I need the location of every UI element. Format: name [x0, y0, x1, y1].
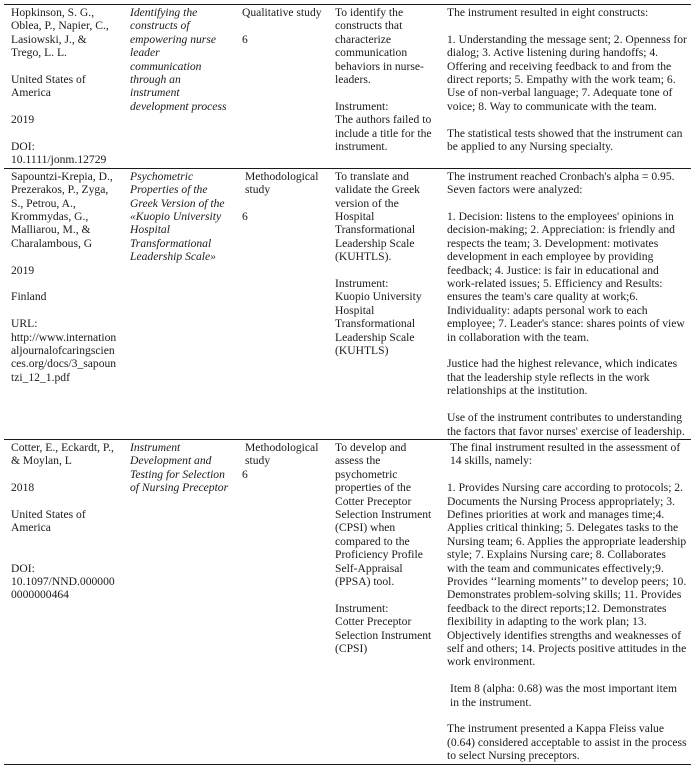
objective-cell	[328, 5, 440, 169]
instrument-label: Instrument:	[335, 277, 389, 291]
study-title: Psychometric Properties of the Greek Version of the «Kuopio University Hospital Transformational Leadership Scale»	[130, 169, 225, 264]
results-intro: The final instrument resulted in the assessment of 14 skills, namely:	[450, 440, 681, 468]
objective: To develop and assess the psychometric properties of the Cotter Preceptor Selection Instrument (CPSI) when compared to the Proficiency Profile Self-Appraisal (PPSA) tool.	[335, 440, 432, 588]
authors-cell	[4, 168, 123, 439]
evidence-level: 6	[242, 32, 248, 46]
authors: Cotter, E., Eckardt, P., & Moylan, L	[11, 440, 114, 468]
country: United States of America	[11, 73, 86, 100]
authors: Hopkinson, S. G., Oblea, P., Napier, C., Lasiowski, J., & Trego, L. L.	[11, 6, 109, 60]
design-cell	[235, 439, 328, 764]
design-cell	[235, 168, 328, 439]
year: 2018	[11, 481, 35, 495]
results-conclusion: Use of the instrument contributes to understanding the factors that favor nurses' exercise of leadership.	[447, 411, 685, 438]
study-title: Identifying the constructs of empowering nurse leader communication through an instrument development process	[130, 6, 227, 113]
results-list: 1. Decision: listens to the employees' opinions in decision-making; 2. Appreciation: is friendly and respects the team; 3. Development: motivates development in each employee by providing feedback; 4. Justice: is fair in educational and work-related issues; 5. Efficiency and Results: ensures the team's care quality at work;6. Individuality: adapts personal work to each employee; 7. Leader's stance: shares points of view in collaboration with the team.	[447, 210, 685, 344]
results-cell	[440, 5, 691, 169]
objective: To identify the constructs that characterize communication behaviors in nurse-leaders.	[335, 6, 424, 87]
evidence-level: 6	[242, 467, 248, 481]
results-list: 1. Understanding the message sent; 2. Openness for dialog; 3. Active listening during handoffs; 4. Offering and receiving feedback to and from the direct reports; 5. Empathy with the work team; 6. Use of non-verbal language; 7. Adequate tone of voice; 8. Way to communicate with the team.	[447, 32, 687, 113]
doi-link[interactable]: 10.1097/NND.0000000000000464	[11, 574, 115, 602]
year: 2019	[11, 263, 35, 277]
table-row	[4, 439, 691, 764]
title-cell	[123, 168, 235, 439]
instrument-label: Instrument:	[335, 601, 389, 615]
authors: Sapountzi-Krepia, D., Prezerakos, P., Zyga, S., Petrou, A., Krommydas, G., Malliarou, M., & Charalambous, G	[11, 169, 113, 250]
results-intro: The instrument reached Cronbach's alpha = 0.95. Seven factors were analyzed:	[447, 169, 675, 197]
results-finding: Justice had the highest relevance, which indicates that the leadership style reflects in the work relationships at the institution.	[447, 357, 678, 398]
evidence-level: 6	[242, 210, 248, 224]
study-type: Methodological study	[245, 169, 319, 197]
title-cell	[123, 5, 235, 169]
url-link[interactable]: http://www.internationaljournalofcaringsciences.org/docs/3_sapountzi_12_1.pdf	[11, 330, 117, 384]
title-cell	[123, 439, 235, 764]
instrument-name: The authors failed to include a title for the instrument.	[335, 113, 432, 154]
country: Finland	[11, 290, 47, 304]
table-row	[4, 5, 691, 169]
objective-cell	[328, 439, 440, 764]
results-intro: The instrument resulted in eight constructs:	[447, 6, 649, 19]
study-type: Qualitative study	[242, 6, 322, 19]
study-title: Instrument Development and Testing for Selection of Nursing Preceptor	[130, 440, 229, 495]
instrument-name: Cotter Preceptor Selection Instrument (CPSI)	[335, 615, 432, 655]
results-conclusion: The instrument presented a Kappa Fleiss value (0.64) considered acceptable to assist in the process to select Nursing preceptors.	[447, 722, 687, 763]
url-label: URL:	[11, 317, 38, 331]
instrument-label: Instrument:	[335, 99, 389, 113]
results-cell	[440, 439, 691, 764]
instrument-name: Kuopio University Hospital Transformational Leadership Scale (KUHTLS)	[335, 290, 422, 358]
country: United States of America	[11, 507, 86, 535]
year: 2019	[11, 113, 35, 127]
doi-label: DOI:	[11, 561, 35, 575]
results-cell	[440, 168, 691, 439]
doi-link[interactable]: 10.1111/jonm.12729	[11, 153, 107, 167]
results-finding: Item 8 (alpha: 0.68) was the most important item in the instrument.	[450, 682, 677, 709]
design-cell	[235, 5, 328, 169]
table-row	[4, 168, 691, 439]
results-list: 1. Provides Nursing care according to protocols; 2. Documents the Nursing Process appropriately; 3. Defines priorities at work and manages time;4. Applies critical thinking; 5. Delegates tasks to the Nursing team; 6. Applies the appropriate leadership style; 7. Explains Nursing care; 8. Collaborates with the team and communicates effectively;9. Provides ‘‘learning moments’’ to develop peers; 10. Demonstrates problem-solving skills; 11. Provides feedback to the direct reports;12. Demonstrates flexibility in adapting to the work plan; 13. Objectively identifies strengths and weaknesses of self and others; 14. Projects positive attitudes in the work environment.	[447, 481, 687, 669]
authors-cell	[4, 5, 123, 169]
doi-label: DOI:	[11, 140, 35, 154]
objective: To translate and validate the Greek version of the Hospital Transformational Leadership Scale (KUHTLS).	[335, 169, 420, 264]
results-conclusion: The statistical tests showed that the instrument can be applied to any Nursing specialty.	[447, 126, 683, 154]
literature-review-table	[4, 4, 691, 765]
authors-cell	[4, 439, 123, 764]
study-type: Methodological study	[245, 440, 319, 468]
objective-cell	[328, 168, 440, 439]
